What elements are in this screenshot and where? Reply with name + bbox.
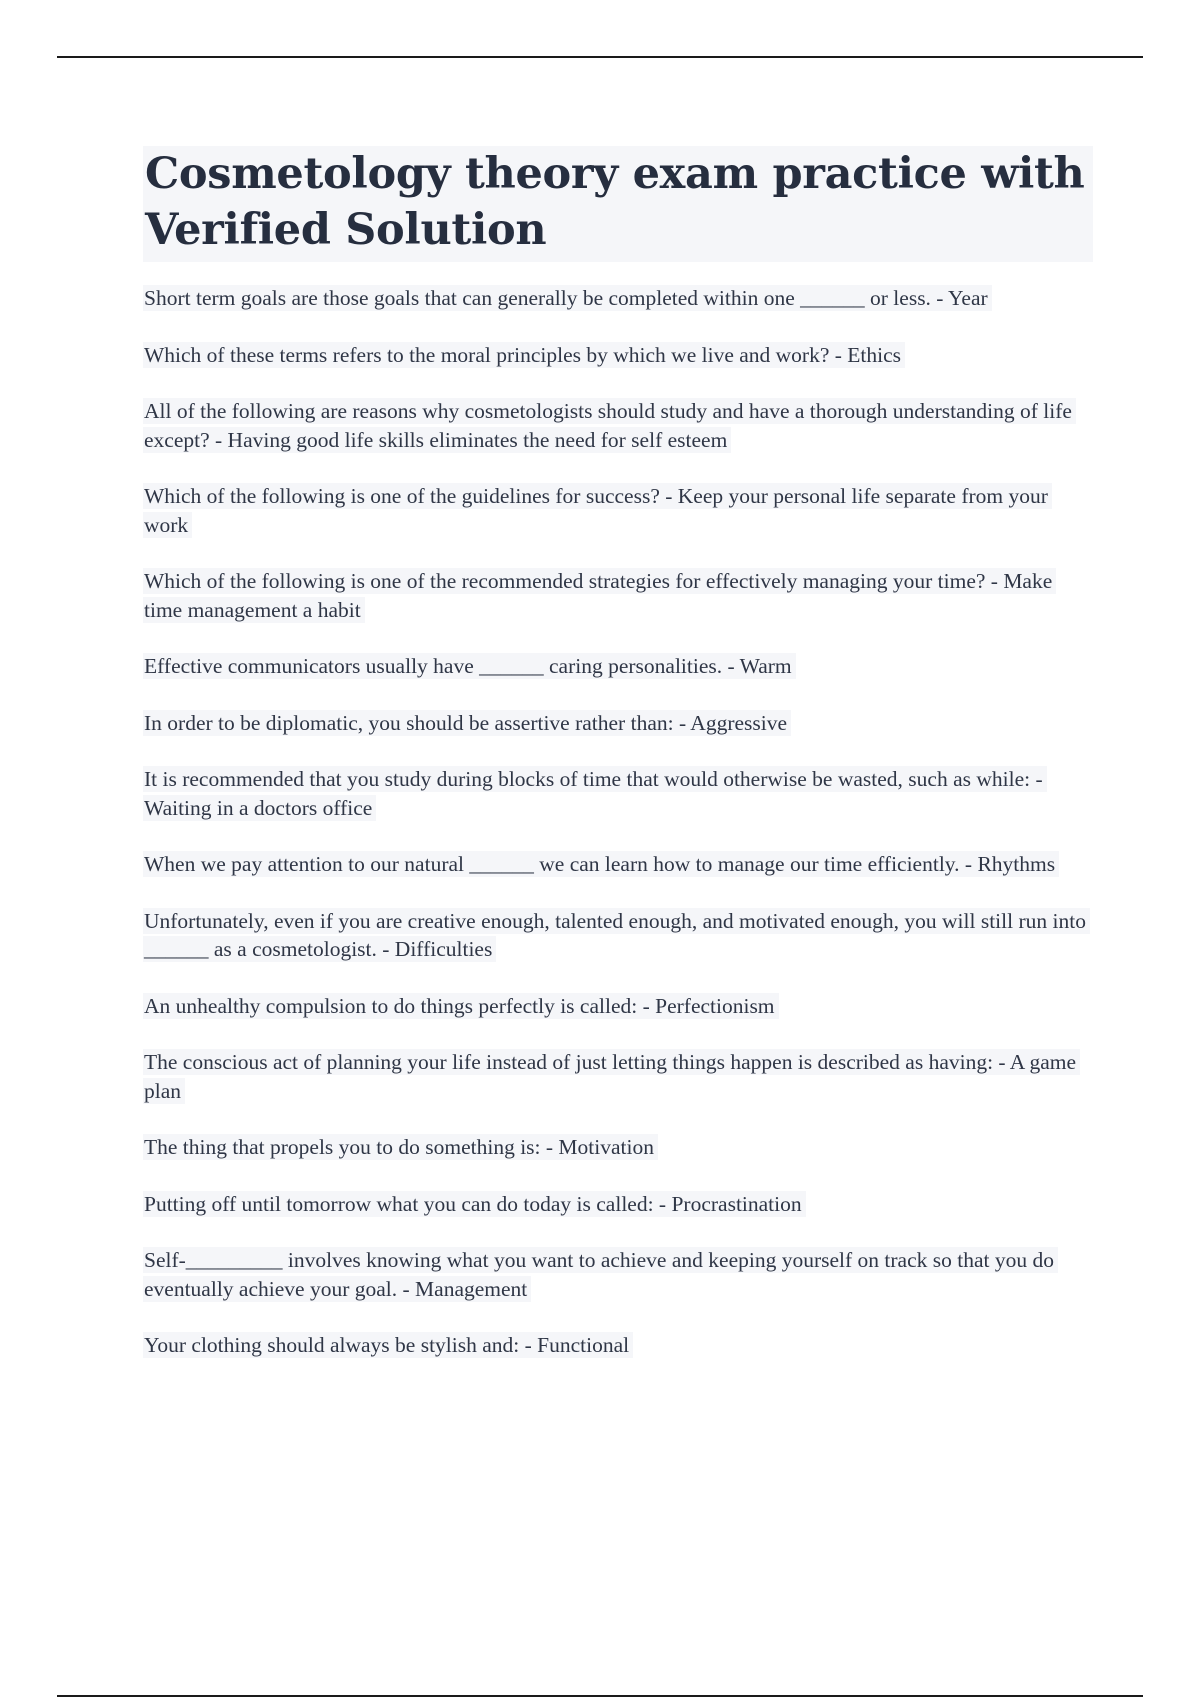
qa-text: Which of the following is one of the recommended strategies for effectively managing your time? - Make time management a habit [143, 568, 1056, 623]
qa-item [143, 907, 1093, 964]
qa-text: It is recommended that you study during blocks of time that would otherwise be wasted, such as while: - Waiting in a doctors office [143, 766, 1047, 821]
qa-item [143, 1048, 1093, 1105]
qa-item [143, 709, 1093, 738]
qa-item [143, 1133, 1093, 1162]
qa-text: When we pay attention to our natural ______ we can learn how to manage our time efficiently. - Rhythms [143, 851, 1059, 877]
qa-text: In order to be diplomatic, you should be assertive rather than: - Aggressive [143, 710, 791, 736]
document-body [143, 146, 1093, 1388]
qa-item [143, 992, 1093, 1021]
qa-text: Short term goals are those goals that can generally be completed within one ______ or less. - Year [143, 285, 992, 311]
qa-text: Self-_________ involves knowing what you want to achieve and keeping yourself on track so that you do eventually achieve your goal. - Management [143, 1247, 1058, 1302]
top-rule [57, 56, 1143, 58]
bottom-rule [57, 1695, 1143, 1697]
qa-item [143, 397, 1093, 454]
title-block [143, 146, 1093, 262]
question-answer-list [143, 284, 1093, 1360]
qa-text: Effective communicators usually have ______ caring personalities. - Warm [143, 653, 796, 679]
qa-item [143, 482, 1093, 539]
qa-text: Putting off until tomorrow what you can do today is called: - Procrastination [143, 1191, 806, 1217]
document-title: Cosmetology theory exam practice with Verified Solution [145, 149, 1085, 255]
qa-text: Which of these terms refers to the moral principles by which we live and work? - Ethics [143, 342, 905, 368]
qa-item [143, 284, 1093, 313]
qa-text: All of the following are reasons why cosmetologists should study and have a thorough understanding of life except? - Having good life skills eliminates the need for self esteem [143, 398, 1076, 453]
qa-item [143, 1331, 1093, 1360]
qa-item [143, 765, 1093, 822]
qa-text: Unfortunately, even if you are creative enough, talented enough, and motivated enough, you will still run into ______ as a cosmetologist. - Difficulties [143, 908, 1090, 963]
qa-item [143, 652, 1093, 681]
qa-item [143, 1246, 1093, 1303]
qa-text: The thing that propels you to do something is: - Motivation [143, 1134, 658, 1160]
qa-item [143, 567, 1093, 624]
qa-text: Which of the following is one of the guidelines for success? - Keep your personal life separate from your work [143, 483, 1052, 538]
qa-text: The conscious act of planning your life instead of just letting things happen is described as having: - A game plan [143, 1049, 1080, 1104]
qa-item [143, 850, 1093, 879]
qa-item [143, 1190, 1093, 1219]
qa-item [143, 341, 1093, 370]
qa-text: An unhealthy compulsion to do things perfectly is called: - Perfectionism [143, 993, 779, 1019]
qa-text: Your clothing should always be stylish and: - Functional [143, 1332, 633, 1358]
